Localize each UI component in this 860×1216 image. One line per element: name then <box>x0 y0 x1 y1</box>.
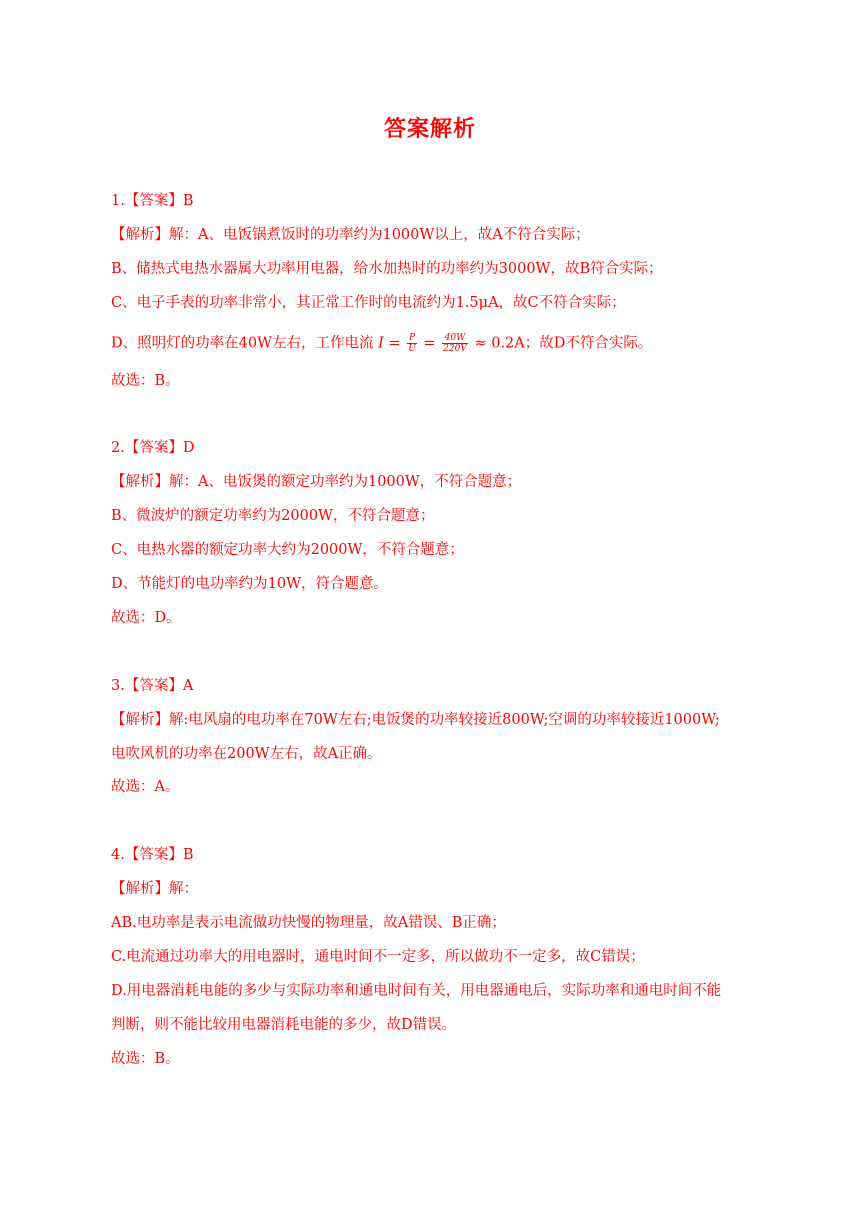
q2-selection: 故选：D。 <box>111 610 181 626</box>
q1-analysis-line-4 <box>111 333 652 354</box>
q1-line4-text: D、照明灯的功率在40W左右，工作电流 <box>111 335 374 352</box>
values-fraction <box>442 333 468 354</box>
q4-analysis-line-2: AB.电功率是表示电流做功快慢的物理量，故A错误、B正确； <box>111 915 506 931</box>
q4-analysis-line-3: C.电流通过功率大的用电器时，通电时间不一定多，所以做功不一定多，故C错误； <box>111 949 645 965</box>
q2-analysis-line-1: 【解析】解：A、电饭煲的额定功率约为1000W，不符合题意； <box>111 474 522 490</box>
q4-analysis-line-4: D.用电器消耗电能的多少与实际功率和通电时间有关，用电器通电后，实际功率和通电时间不能 <box>111 983 722 999</box>
fraction-numerator: 40W <box>442 333 468 344</box>
q1-analysis-line-1: 【解析】解：A、电饭锅煮饭时的功率约为1000W以上，故A不符合实际； <box>111 227 590 243</box>
q3-analysis-line-1: 【解析】解:电风扇的电功率在70W左右;电饭煲的功率较接近800W;空调的功率较接近1000W; <box>111 712 720 728</box>
q4-analysis-line-1: 【解析】解： <box>111 881 198 897</box>
fraction-denominator: U <box>408 344 416 354</box>
fraction-numerator: P <box>408 333 416 343</box>
q3-selection: 故选：A。 <box>111 779 180 795</box>
q1-selection: 故选：B。 <box>111 373 180 389</box>
page-title: 答案解析 <box>383 116 476 142</box>
current-symbol: I = <box>378 335 401 352</box>
q4-answer: 4.【答案】B <box>111 847 194 863</box>
q2-analysis-line-2: B、微波炉的额定功率约为2000W，不符合题意； <box>111 508 435 524</box>
q2-analysis-line-4: D、节能灯的电功率约为10W，符合题意。 <box>111 576 388 592</box>
q1-line4-result: ≈ 0.2A；故D不符合实际。 <box>474 335 653 352</box>
fraction-denominator: 220V <box>443 344 467 354</box>
q4-analysis-line-5: 判断，则不能比较用电器消耗电能的多少，故D错误。 <box>111 1017 457 1033</box>
q1-analysis-line-2: B、储热式电热水器属大功率用电器，给水加热时的功率约为3000W，故B符合实际； <box>111 261 663 277</box>
q2-analysis-line-3: C、电热水器的额定功率大约为2000W，不符合题意； <box>111 542 464 558</box>
q3-analysis-line-2: 电吹风机的功率在200W左右，故A正确。 <box>111 746 382 762</box>
q3-answer: 3.【答案】A <box>111 678 194 694</box>
q1-answer: 1.【答案】B <box>111 193 194 209</box>
q2-answer: 2.【答案】D <box>111 440 195 456</box>
q1-analysis-line-3: C、电子手表的功率非常小，其正常工作时的电流约为1.5μA，故C不符合实际； <box>111 295 626 311</box>
power-over-voltage-fraction <box>407 333 417 354</box>
equals-sign: = <box>423 335 436 352</box>
q4-selection: 故选：B。 <box>111 1051 180 1067</box>
